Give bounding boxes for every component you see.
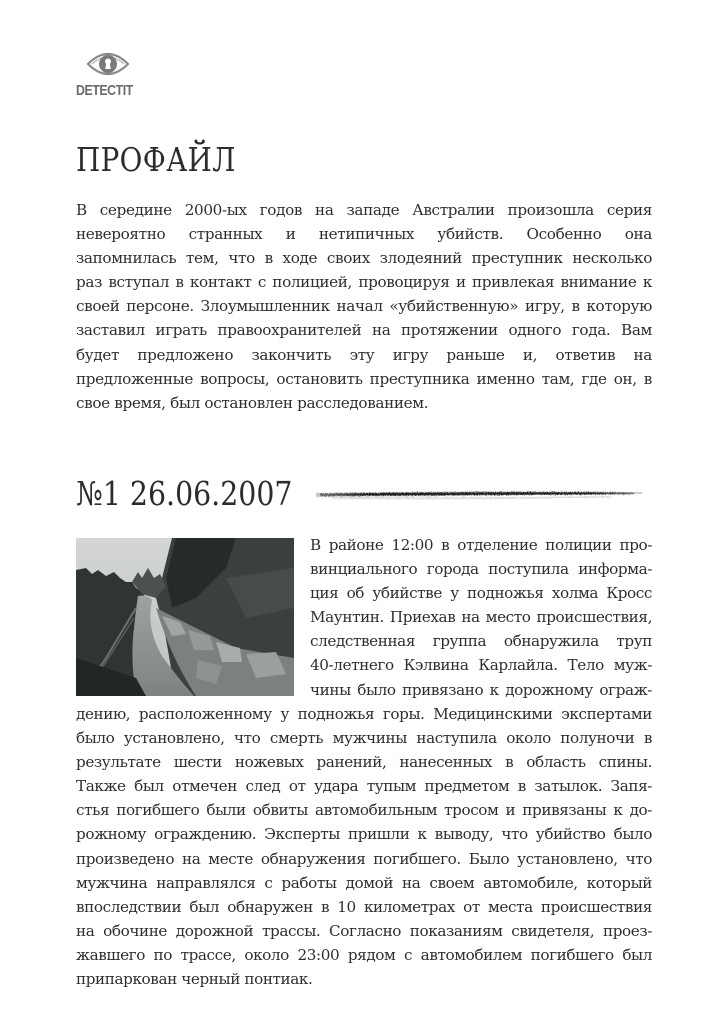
intro-line: заставил играть правоохранителей на протяжении одного года. Вам	[76, 321, 652, 340]
case-title: №1 26.06.2007	[76, 474, 293, 513]
case-line: ция об убийстве у подножья холма Кросс	[310, 584, 652, 603]
case-line: на обочине дорожной трассы. Согласно показаниям свидетеля, проез-	[76, 921, 652, 940]
case-line: было установлено, что смерть мужчины наступила около полуночи в	[76, 729, 652, 748]
case-line: произведено на месте обнаружения погибшего. Было установлено, что	[76, 849, 652, 868]
intro-line: своей персоне. Злоумышленник начал «убийственную» игру, в которую	[76, 297, 652, 316]
intro-line: предложенные вопросы, остановить преступника именно там, где он, в	[76, 369, 652, 388]
case-text-beside-photo	[310, 533, 652, 702]
profile-title: ПРОФАЙЛ	[76, 140, 236, 179]
case-line: следственная группа обнаружила труп	[310, 632, 652, 651]
intro-line: невероятно странных и нетипичных убийств. Особенно она	[76, 225, 652, 244]
case-line: впоследствии был обнаружен в 10 километрах от места происшествия	[76, 897, 652, 916]
case-line: мужчина направлялся с работы домой на своем автомобиле, который	[76, 873, 652, 892]
case-text-full-width	[76, 702, 652, 991]
case-line: 40-летнего Кэлвина Карлайла. Тело муж-	[310, 656, 652, 675]
eye-keyhole-icon	[86, 48, 130, 80]
case-line: В районе 12:00 в отделение полиции про-	[310, 536, 652, 554]
intro-line: раз вступал в контакт с полицией, провоцируя и привлекая внимание к	[76, 273, 652, 292]
logo-text: DETECTIT	[76, 82, 133, 99]
case-line: стья погибшего были обвиты автомобильным тросом и привязаны к до-	[76, 801, 652, 820]
case-line: жавшего по трассе, около 23:00 рядом с автомобилем погибшего был	[76, 945, 652, 964]
intro-line: свое время, был остановлен расследованием.	[76, 393, 429, 412]
case-line: Также был отмечен след от удара тупым предметом в затылок. Запя-	[76, 777, 652, 796]
case-line: припаркован черный понтиак.	[76, 970, 313, 989]
case-line: дению, расположенному у подножья горы. Медицинскими экспертами	[76, 705, 652, 723]
case-line: рожному ограждению. Эксперты пришли к выводу, что убийство было	[76, 825, 652, 844]
profile-intro	[76, 198, 652, 415]
intro-line: будет предложено закончить эту игру раньше и, ответив на	[76, 345, 652, 364]
case-line: чины было привязано к дорожному ограж-	[310, 680, 652, 699]
case-line: Маунтин. Приехав на место происшествия,	[310, 608, 652, 627]
detectit-logo	[76, 48, 140, 108]
case-line: винциального города поступила информа-	[310, 560, 652, 579]
intro-line: В середине 2000-ых годов на западе Австралии произошла серия	[76, 201, 652, 219]
case-line: результате шести ножевых ранений, нанесенных в область спины.	[76, 753, 652, 772]
mountain-path-photo	[76, 538, 294, 696]
intro-line: запомнилась тем, что в ходе своих злодеяний преступник несколько	[76, 249, 652, 268]
ink-brush-divider	[312, 484, 650, 506]
